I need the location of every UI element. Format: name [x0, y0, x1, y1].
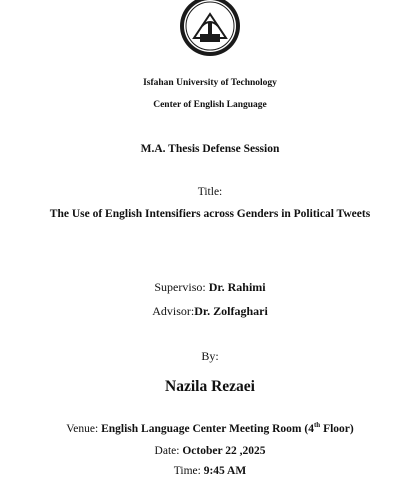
university-logo: [178, 0, 242, 58]
advisor-line: [0, 304, 420, 319]
supervisor-name: Dr. Rahimi: [208, 280, 266, 294]
advisor-name: Dr. Zolfaghari: [194, 304, 268, 318]
center-name: Center of English Language: [153, 100, 267, 110]
supervisor-line: [0, 280, 420, 295]
supervisor-label: Superviso:: [154, 280, 206, 294]
time-label: Time:: [173, 465, 201, 477]
thesis-title: The Use of English Intensifiers across Genders in Political Tweets: [49, 208, 371, 220]
venue-text-end: Floor): [320, 422, 354, 435]
venue-value: [101, 423, 354, 435]
venue-superscript: th: [313, 421, 321, 429]
date-line: [0, 445, 420, 457]
date-label: Date:: [154, 445, 180, 457]
presenter-name: Nazila Rezaei: [165, 378, 255, 395]
by-label: By:: [201, 349, 219, 363]
time-value: 9:45 AM: [203, 465, 247, 477]
venue-line: [0, 421, 420, 435]
venue-text: English Language Center Meeting Room (4: [101, 422, 314, 435]
university-name: Isfahan University of Technology: [143, 78, 277, 88]
time-line: [0, 465, 420, 477]
advisor-label: Advisor:: [152, 304, 195, 318]
session-title: M.A. Thesis Defense Session: [140, 143, 280, 155]
venue-label: Venue:: [66, 422, 99, 435]
title-label: Title:: [197, 186, 223, 198]
date-value: October 22 ,2025: [182, 445, 266, 457]
